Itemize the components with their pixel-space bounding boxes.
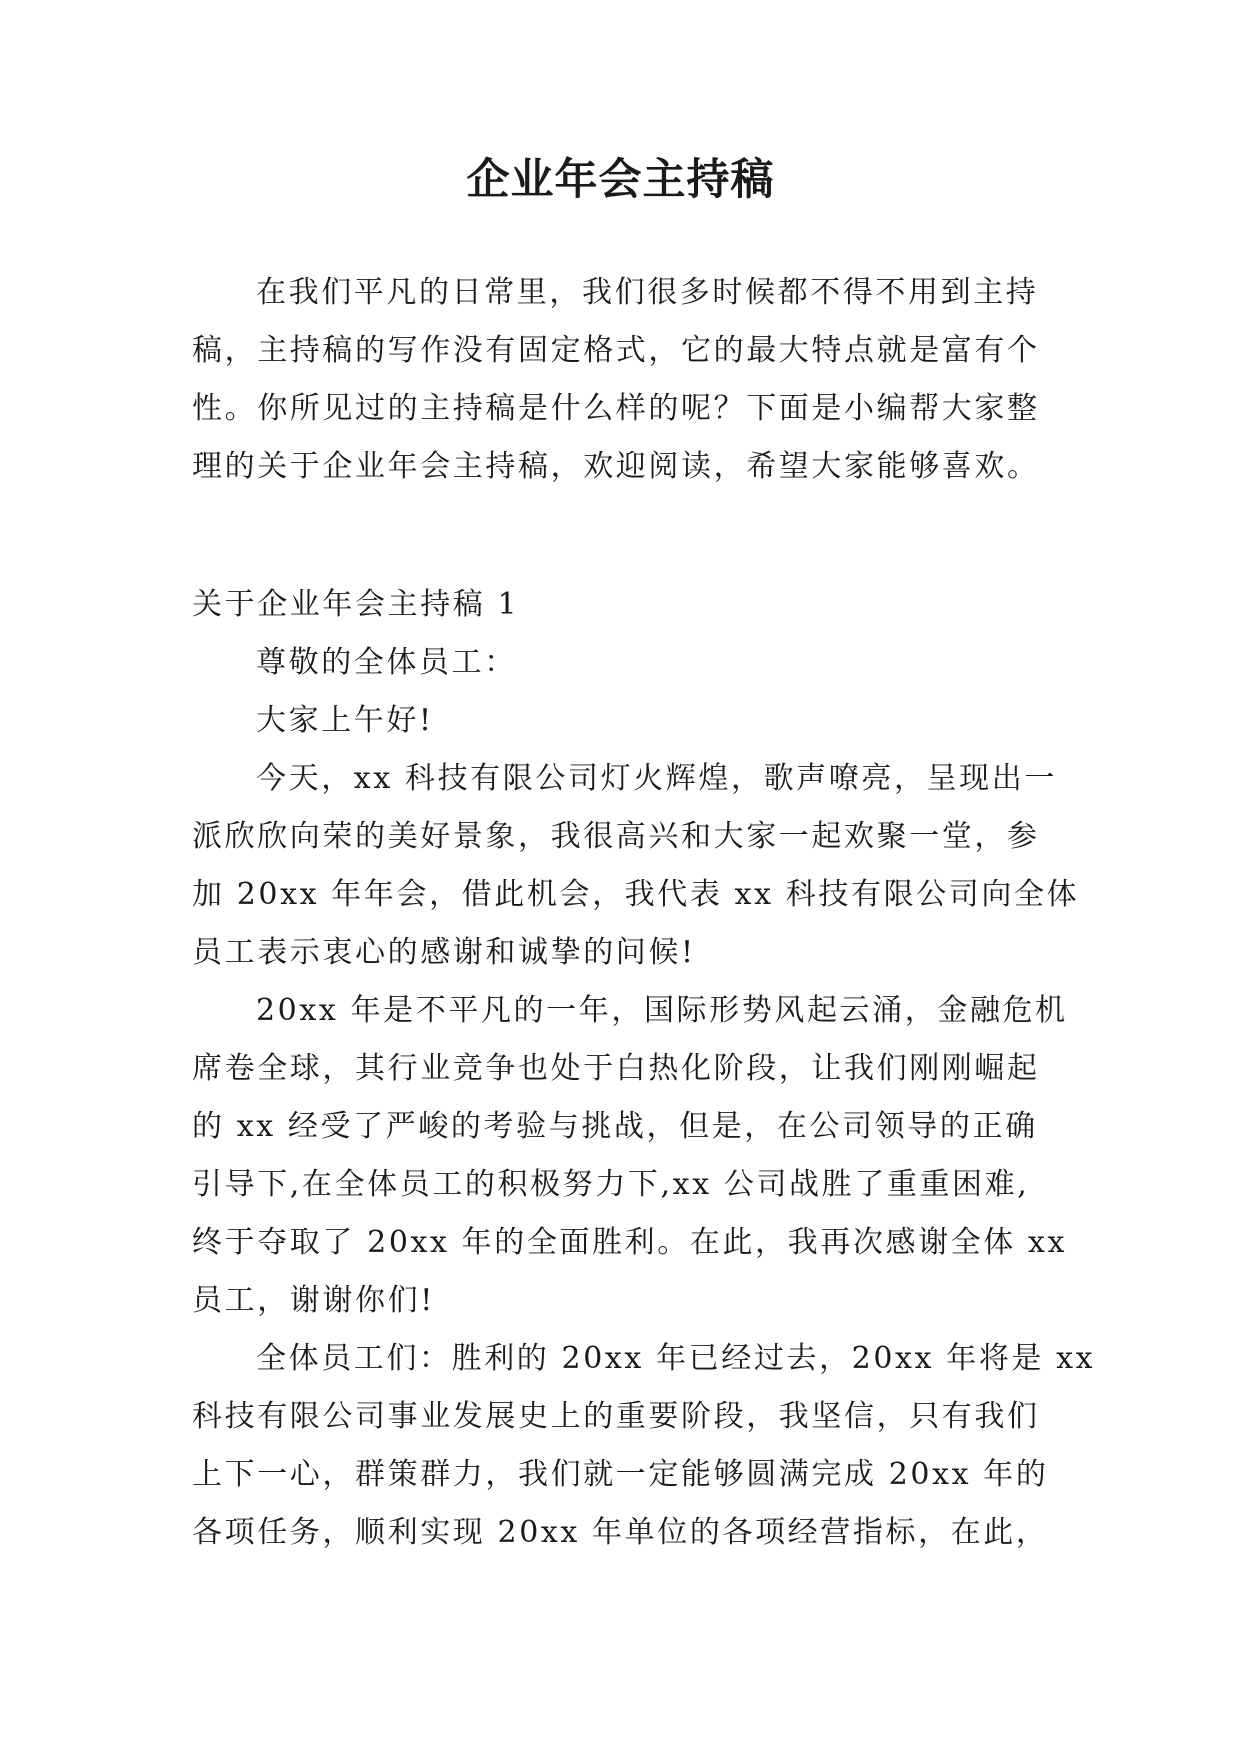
intro-line: 稿，主持稿的写作没有固定格式，它的最大特点就是富有个: [192, 333, 1040, 368]
intro-line: 在我们平凡的日常里，我们很多时候都不得不用到主持: [256, 275, 1039, 310]
paragraph-line: 上下一心，群策群力，我们就一定能够圆满完成 20xx 年的: [192, 1457, 1049, 1492]
paragraph-line: 全体员工们：胜利的 20xx 年已经过去，20xx 年将是 xx: [256, 1341, 1096, 1376]
paragraph-line: 加 20xx 年年会，借此机会，我代表 xx 科技有限公司向全体: [192, 877, 1080, 912]
paragraph-line: 科技有限公司事业发展史上的重要阶段，我坚信，只有我们: [192, 1399, 1040, 1434]
intro-line: 理的关于企业年会主持稿，欢迎阅读，希望大家能够喜欢。: [192, 449, 1040, 484]
salutation: 尊敬的全体员工：: [256, 645, 517, 680]
paragraph-line: 引导下,在全体员工的积极努力下,xx 公司战胜了重重困难,: [192, 1167, 1030, 1202]
greeting: 大家上午好!: [256, 703, 434, 738]
paragraph-line: 席卷全球，其行业竞争也处于白热化阶段，让我们刚刚崛起: [192, 1051, 1040, 1086]
paragraph-line: 终于夺取了 20xx 年的全面胜利。在此，我再次感谢全体 xx: [192, 1225, 1068, 1260]
paragraph-line: 员工表示衷心的感谢和诚挚的问候!: [192, 935, 696, 970]
paragraph-line: 20xx 年是不平凡的一年，国际形势风起云涌，金融危机: [256, 993, 1068, 1028]
paragraph-line: 今天，xx 科技有限公司灯火辉煌，歌声嘹亮，呈现出一: [256, 761, 1057, 796]
paragraph-line: 派欣欣向荣的美好景象，我很高兴和大家一起欢聚一堂，参: [192, 819, 1040, 854]
paragraph-line: 各项任务，顺利实现 20xx 年单位的各项经营指标，在此，: [192, 1515, 1049, 1550]
paragraph-2: [192, 982, 1068, 1330]
intro-line: 性。你所见过的主持稿是什么样的呢？下面是小编帮大家整: [192, 391, 1040, 426]
paragraph-3: [192, 1330, 1096, 1562]
paragraph-line: 员工，谢谢你们!: [192, 1283, 435, 1318]
section-heading: 关于企业年会主持稿 1: [192, 587, 520, 622]
paragraph-1: [192, 750, 1080, 982]
paragraph-line: 的 xx 经受了严峻的考验与挑战，但是，在公司领导的正确: [192, 1109, 1038, 1144]
document-title: 企业年会主持稿: [466, 155, 775, 205]
intro-paragraph: [192, 264, 1052, 496]
